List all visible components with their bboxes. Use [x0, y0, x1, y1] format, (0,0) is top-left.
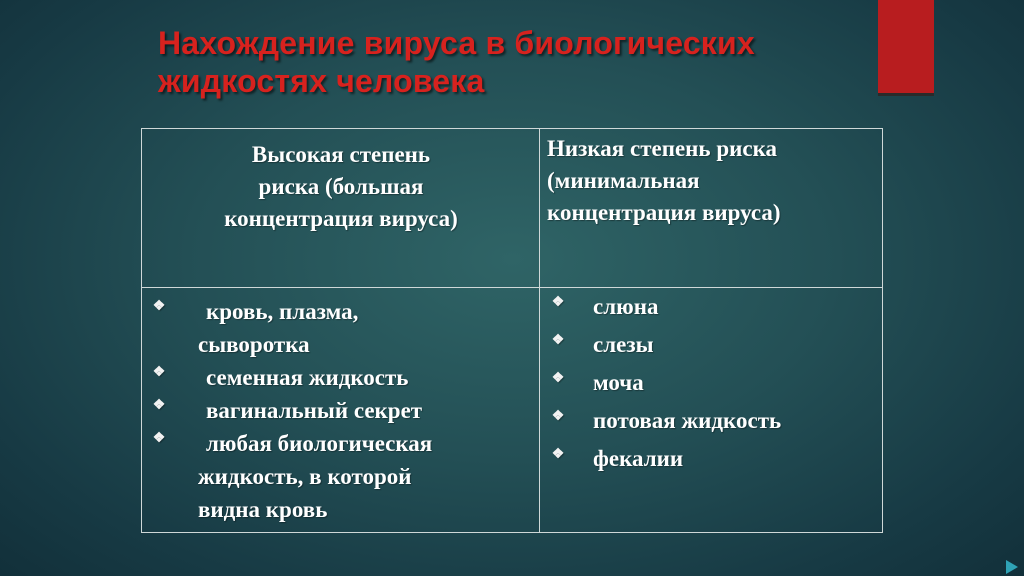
list-item [549, 367, 879, 399]
title-line-2: жидкостях человека [158, 63, 485, 99]
header-high-risk-line: концентрация вируса) [224, 206, 458, 231]
list-item [150, 295, 530, 361]
list-item [150, 361, 530, 394]
diamond-bullet-icon: ❖ [152, 299, 166, 314]
list-item [150, 394, 530, 427]
title-line-1: Нахождение вируса в биологических [158, 25, 755, 61]
diamond-bullet-icon: ❖ [152, 398, 166, 413]
risk-table [141, 128, 883, 533]
table-column-divider [539, 129, 540, 532]
list-item-line: кровь, плазма, [206, 299, 359, 324]
list-item-line: сыворотка [198, 332, 310, 357]
decorative-red-bar [878, 0, 934, 96]
list-item-line: семенная жидкость [206, 365, 409, 390]
diamond-bullet-icon: ❖ [152, 431, 166, 446]
high-risk-list [150, 295, 530, 526]
list-item-line: вагинальный секрет [206, 398, 423, 423]
diamond-bullet-icon: ❖ [551, 371, 565, 386]
list-item-text: слюна [593, 294, 659, 319]
header-low-risk-line: (минимальная [547, 168, 700, 193]
list-item-text: моча [593, 370, 644, 395]
list-item [150, 427, 530, 526]
slide-title [158, 24, 878, 100]
high-risk-list-cell [150, 295, 530, 526]
header-low-risk-line: Низкая степень риска [547, 136, 777, 161]
list-item [549, 329, 879, 361]
low-risk-list [549, 291, 879, 475]
table-row-divider [142, 287, 882, 288]
list-item-text: слезы [593, 332, 654, 357]
list-item-text: фекалии [593, 446, 684, 471]
list-item [549, 405, 879, 437]
diamond-bullet-icon: ❖ [551, 295, 565, 310]
header-high-risk [172, 139, 510, 235]
list-item-text: потовая жидкость [593, 408, 782, 433]
diamond-bullet-icon: ❖ [551, 447, 565, 462]
list-item [549, 443, 879, 475]
diamond-bullet-icon: ❖ [551, 409, 565, 424]
header-low-risk [547, 133, 877, 229]
list-item-line: любая биологическая [206, 431, 433, 456]
list-item [549, 291, 879, 323]
list-item-line: видна кровь [198, 497, 328, 522]
next-slide-triangle-icon[interactable] [1006, 560, 1018, 574]
list-item-line: жидкость, в которой [198, 464, 412, 489]
header-high-risk-line: Высокая степень [251, 142, 431, 167]
diamond-bullet-icon: ❖ [152, 365, 166, 380]
diamond-bullet-icon: ❖ [551, 333, 565, 348]
header-low-risk-line: концентрация вируса) [547, 200, 781, 225]
low-risk-list-cell [549, 291, 879, 481]
header-high-risk-line: риска (большая [258, 174, 424, 199]
